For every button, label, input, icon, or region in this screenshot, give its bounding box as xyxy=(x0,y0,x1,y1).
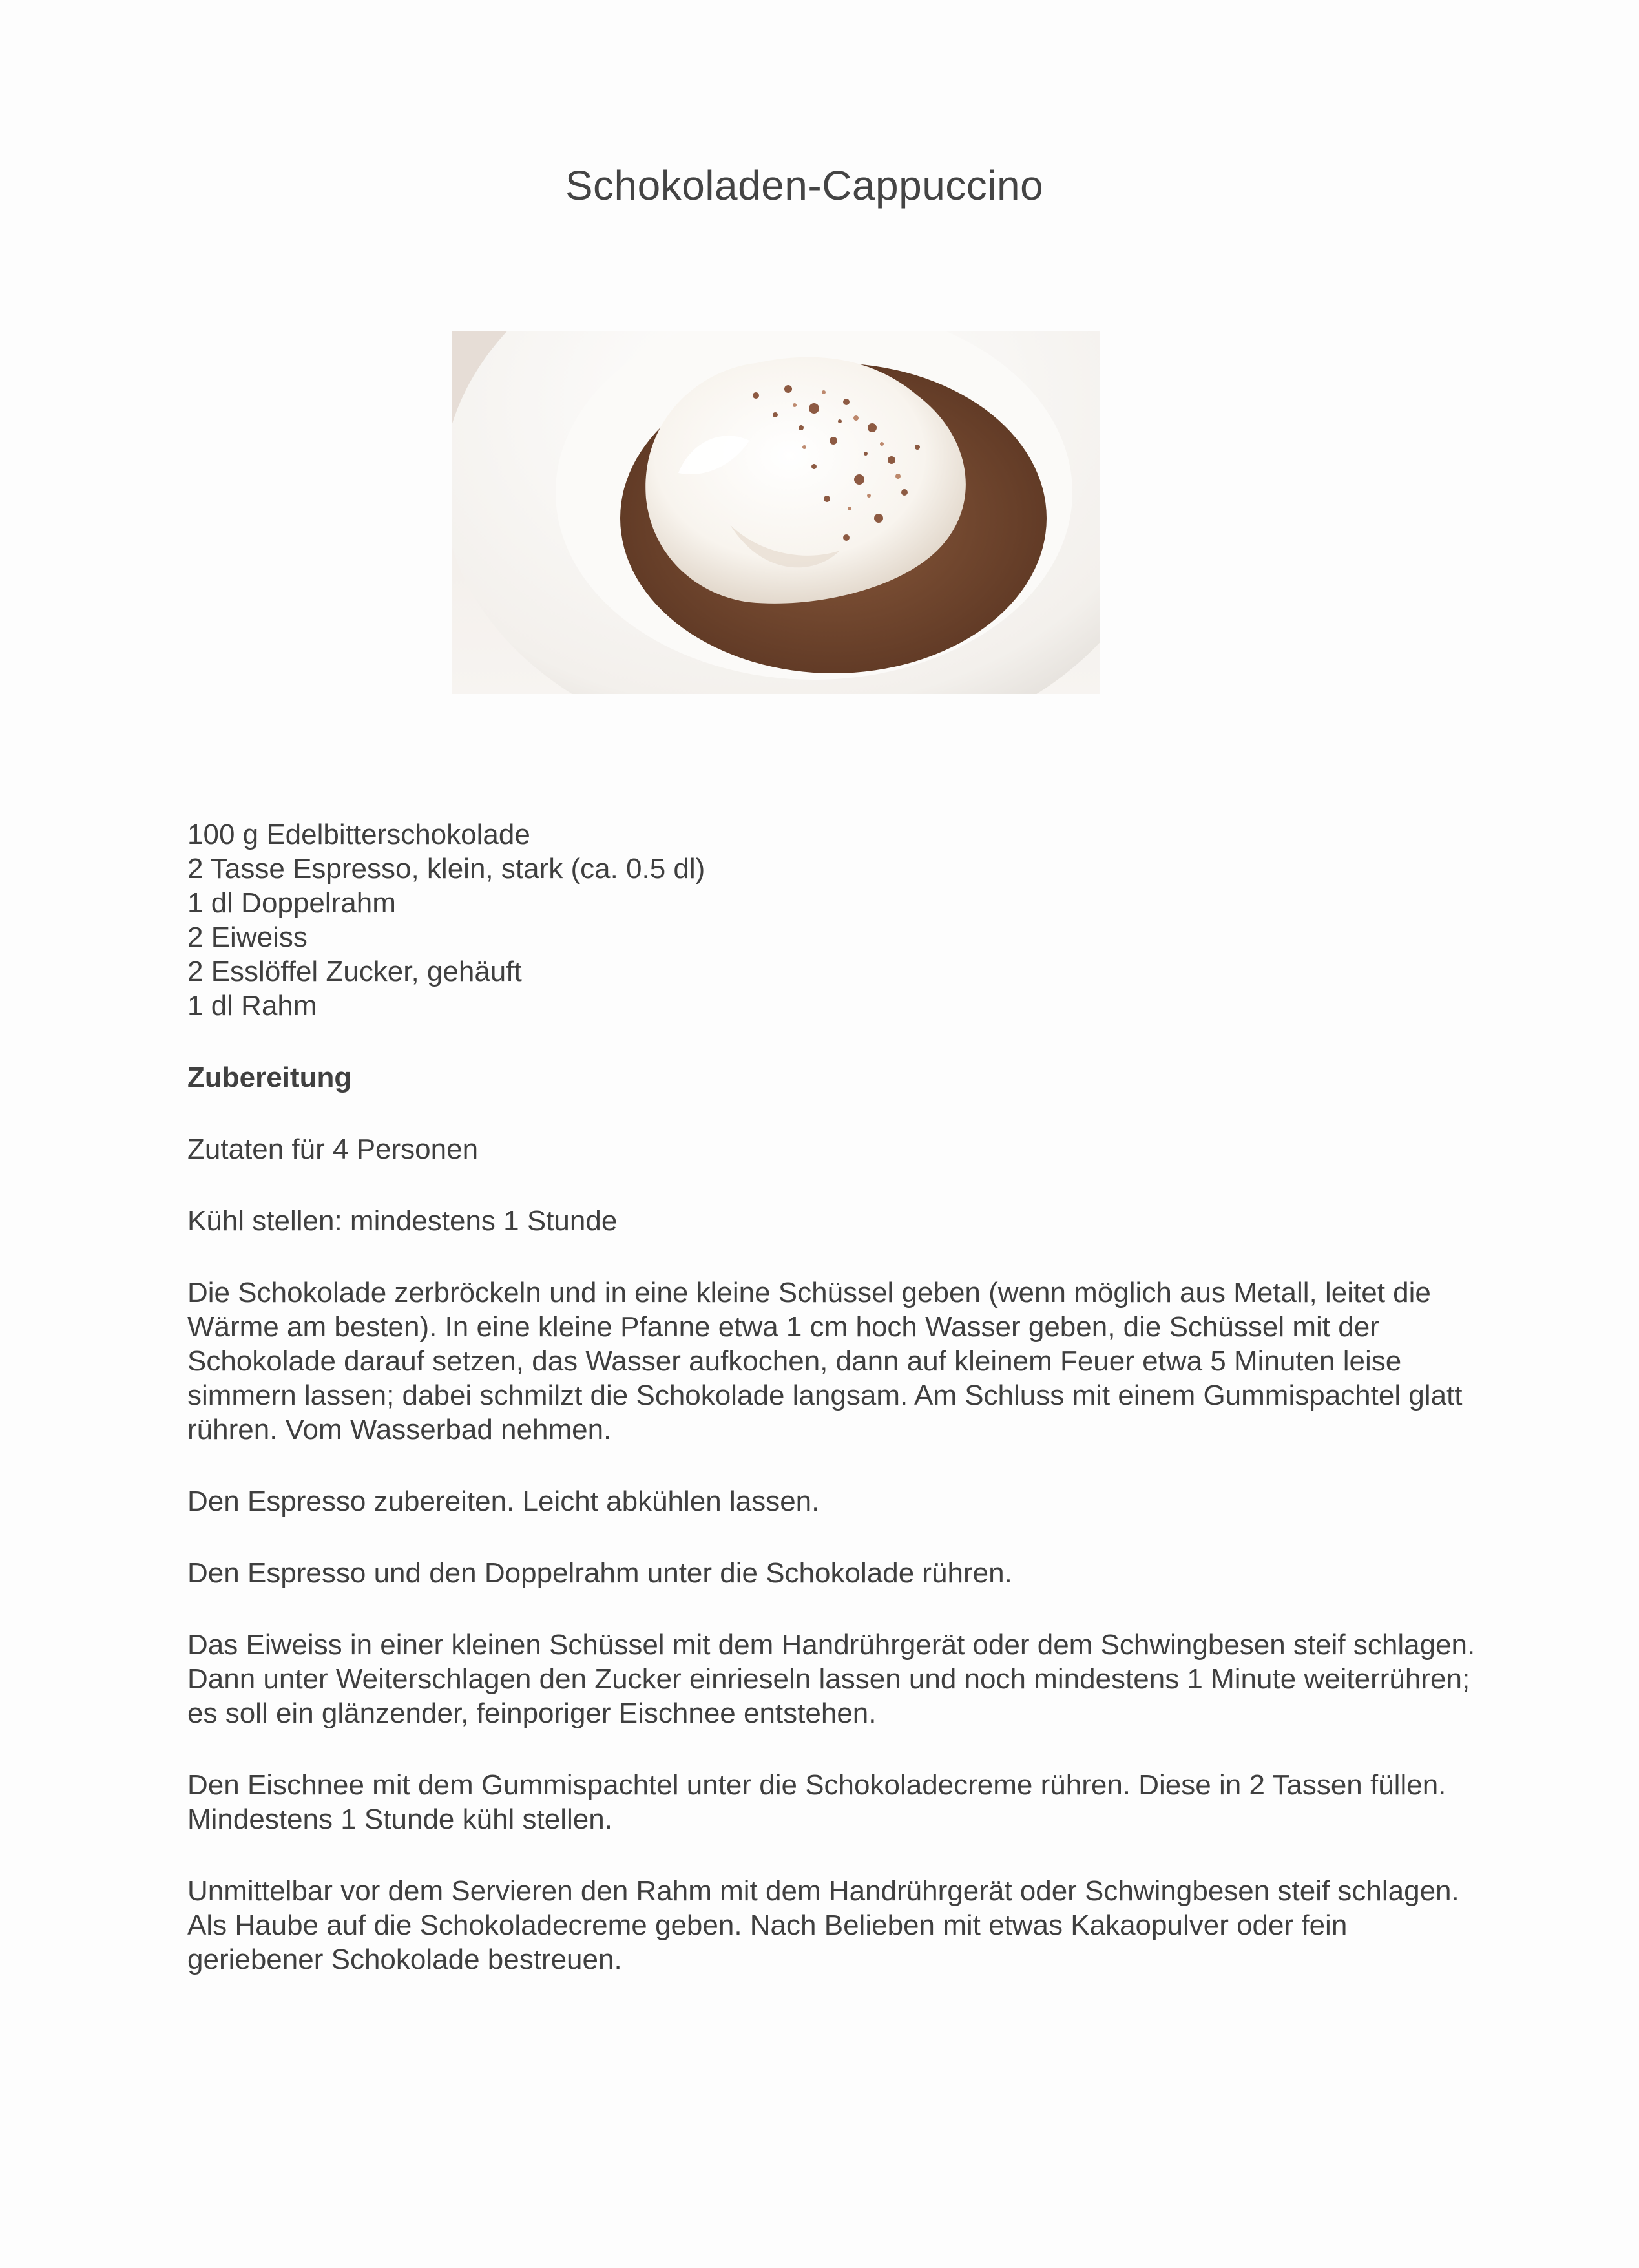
step-paragraph: Den Eischnee mit dem Gummispachtel unter die Schokoladecreme rühren. Diese in 2 Tassen füllen. Mindestens 1 Stunde kühl stellen. xyxy=(187,1769,1446,1835)
step-paragraph: Den Espresso und den Doppelrahm unter die Schokolade rühren. xyxy=(187,1557,1012,1589)
page-title: Schokoladen-Cappuccino xyxy=(565,162,1044,209)
preparation-heading: Zubereitung xyxy=(187,1062,352,1093)
step-paragraph: Die Schokolade zerbröckeln und in eine kleine Schüssel geben (wenn möglich aus Metall, leitet die Wärme am besten). In eine kleine Pfanne etwa 1 cm hoch Wasser geben, die Schüssel mit der Schokolade darauf setzen, das Wasser aufkochen, dann auf kleinem Feuer etwa 5 Minuten leise simmern lassen; dabei schmilzt die Schokolade langsam. Am Schluss mit einem Gummispachtel glatt rühren. Vom Wasserbad nehmen. xyxy=(187,1277,1463,1445)
step-paragraph: Unmittelbar vor dem Servieren den Rahm mit dem Handrührgerät oder Schwingbesen steif schlagen. Als Haube auf die Schokoladecreme geben. Nach Belieben mit etwas Kakaopulver oder fein geriebener Schokolade bestreuen. xyxy=(187,1875,1459,1975)
ingredient-item: 1 dl Doppelrahm xyxy=(187,887,396,919)
recipe-body xyxy=(187,817,1479,1977)
ingredient-item: 2 Esslöffel Zucker, gehäuft xyxy=(187,956,522,987)
ingredient-item: 100 g Edelbitterschokolade xyxy=(187,819,530,850)
ingredient-item: 1 dl Rahm xyxy=(187,990,317,1022)
step-paragraph: Den Espresso zubereiten. Leicht abkühlen lassen. xyxy=(187,1486,820,1517)
step-paragraph: Das Eiweiss in einer kleinen Schüssel mit dem Handrührgerät oder dem Schwingbesen steif schlagen. Dann unter Weiterschlagen den Zucker einrieseln lassen und noch mindestens 1 Minute weiterrühren; es soll ein glänzender, feinporiger Eischnee entstehen. xyxy=(187,1629,1476,1729)
dessert-cup-photo xyxy=(452,331,1100,694)
servings-text: Zutaten für 4 Personen xyxy=(187,1133,479,1165)
chill-time-text: Kühl stellen: mindestens 1 Stunde xyxy=(187,1205,618,1237)
ingredient-item: 2 Tasse Espresso, klein, stark (ca. 0.5 dl) xyxy=(187,853,705,885)
ingredient-item: 2 Eiweiss xyxy=(187,921,308,953)
ingredient-list xyxy=(187,817,1479,1023)
